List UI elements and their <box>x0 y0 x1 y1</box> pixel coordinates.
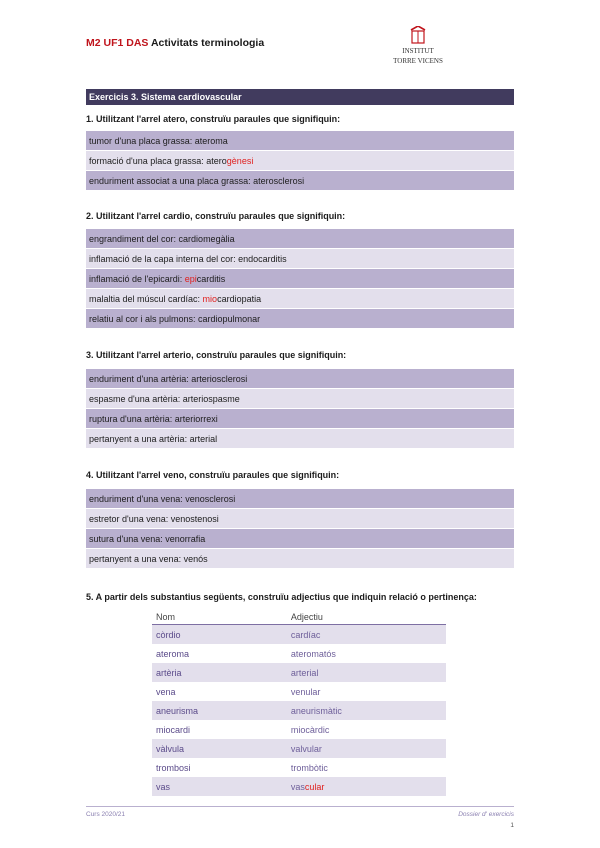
question-5: 5. A partir dels substantius següents, construïu adjectius que indiquin relació o pertinença: <box>86 592 477 602</box>
footer-course: Curs 2020/21 <box>86 811 126 818</box>
column-header-nom: Nom <box>152 610 287 625</box>
table-row: ateroma ateromatós <box>156 648 336 659</box>
q3-row: ruptura d'una artèria: arteriorrexi <box>86 409 514 429</box>
footer-divider <box>86 806 514 807</box>
section-title: Exercicis 3. Sistema cardiovascular <box>86 89 514 105</box>
q2-row: engrandiment del cor: cardiomegàlia <box>86 229 514 249</box>
page-number: 1 <box>510 822 514 829</box>
q4-row: pertanyent a una vena: venós <box>86 549 514 569</box>
table-row: vas vascular <box>152 777 446 796</box>
table-row: miocardi miocàrdic <box>156 724 330 735</box>
q4-row: estretor d'una vena: venostenosi <box>86 509 514 529</box>
logo-line-1: INSTITUT <box>402 47 434 55</box>
column-header-adjectiu: Adjectiu <box>287 610 446 625</box>
table-row: vena venular <box>156 686 321 697</box>
question-4: 4. Utilitzant l'arrel veno, construïu paraules que signifiquin: <box>86 470 340 480</box>
q2-row: inflamació de l'epicardi: epicarditis <box>86 269 514 289</box>
adjective-table <box>152 610 446 796</box>
table-row: aneurisma aneurismàtic <box>152 701 446 720</box>
q1-row: formació d'una placa grassa: aterogènesi <box>86 151 514 171</box>
document-title: Activitats terminologia <box>150 37 265 49</box>
document-header <box>86 37 264 49</box>
footer-dossier: Dossier d' exercicis <box>458 811 514 818</box>
q1-answers <box>86 131 514 191</box>
table-row: artèria arterial <box>152 663 446 682</box>
q1-row: tumor d'una placa grassa: ateroma <box>86 131 514 151</box>
q3-row: pertanyent a una artèria: arterial <box>86 429 514 449</box>
q4-row: enduriment d'una vena: venosclerosi <box>86 489 514 509</box>
q3-row: espasme d'una artèria: arteriospasme <box>86 389 514 409</box>
module-code: M2 UF1 DAS <box>86 37 149 49</box>
q2-answers <box>86 229 514 329</box>
q1-row: enduriment associat a una placa grassa: aterosclerosi <box>86 171 514 191</box>
logo-line-2: TORRE VICENS <box>393 57 443 65</box>
question-3: 3. Utilitzant l'arrel arterio, construïu paraules que signifiquin: <box>86 350 347 360</box>
question-2: 2. Utilitzant l'arrel cardio, construïu paraules que signifiquin: <box>86 211 346 221</box>
q3-answers <box>86 369 514 449</box>
institute-logo <box>383 26 453 72</box>
institute-logo-icon <box>383 26 453 72</box>
table-row: còrdio cardíac <box>152 625 446 645</box>
q4-row: sutura d'una vena: venorrafia <box>86 529 514 549</box>
table-row: vàlvula valvular <box>152 739 446 758</box>
q2-row: inflamació de la capa interna del cor: endocarditis <box>86 249 514 269</box>
table-row: trombosi trombòtic <box>156 762 328 773</box>
q4-answers <box>86 489 514 569</box>
q3-row: enduriment d'una artèria: arteriosclerosi <box>86 369 514 389</box>
question-1: 1. Utilitzant l'arrel atero, construïu paraules que signifiquin: <box>86 114 341 124</box>
q2-row: malaltia del múscul cardíac: miocardiopatia <box>86 289 514 309</box>
q2-row: relatiu al cor i als pulmons: cardiopulmonar <box>86 309 514 329</box>
